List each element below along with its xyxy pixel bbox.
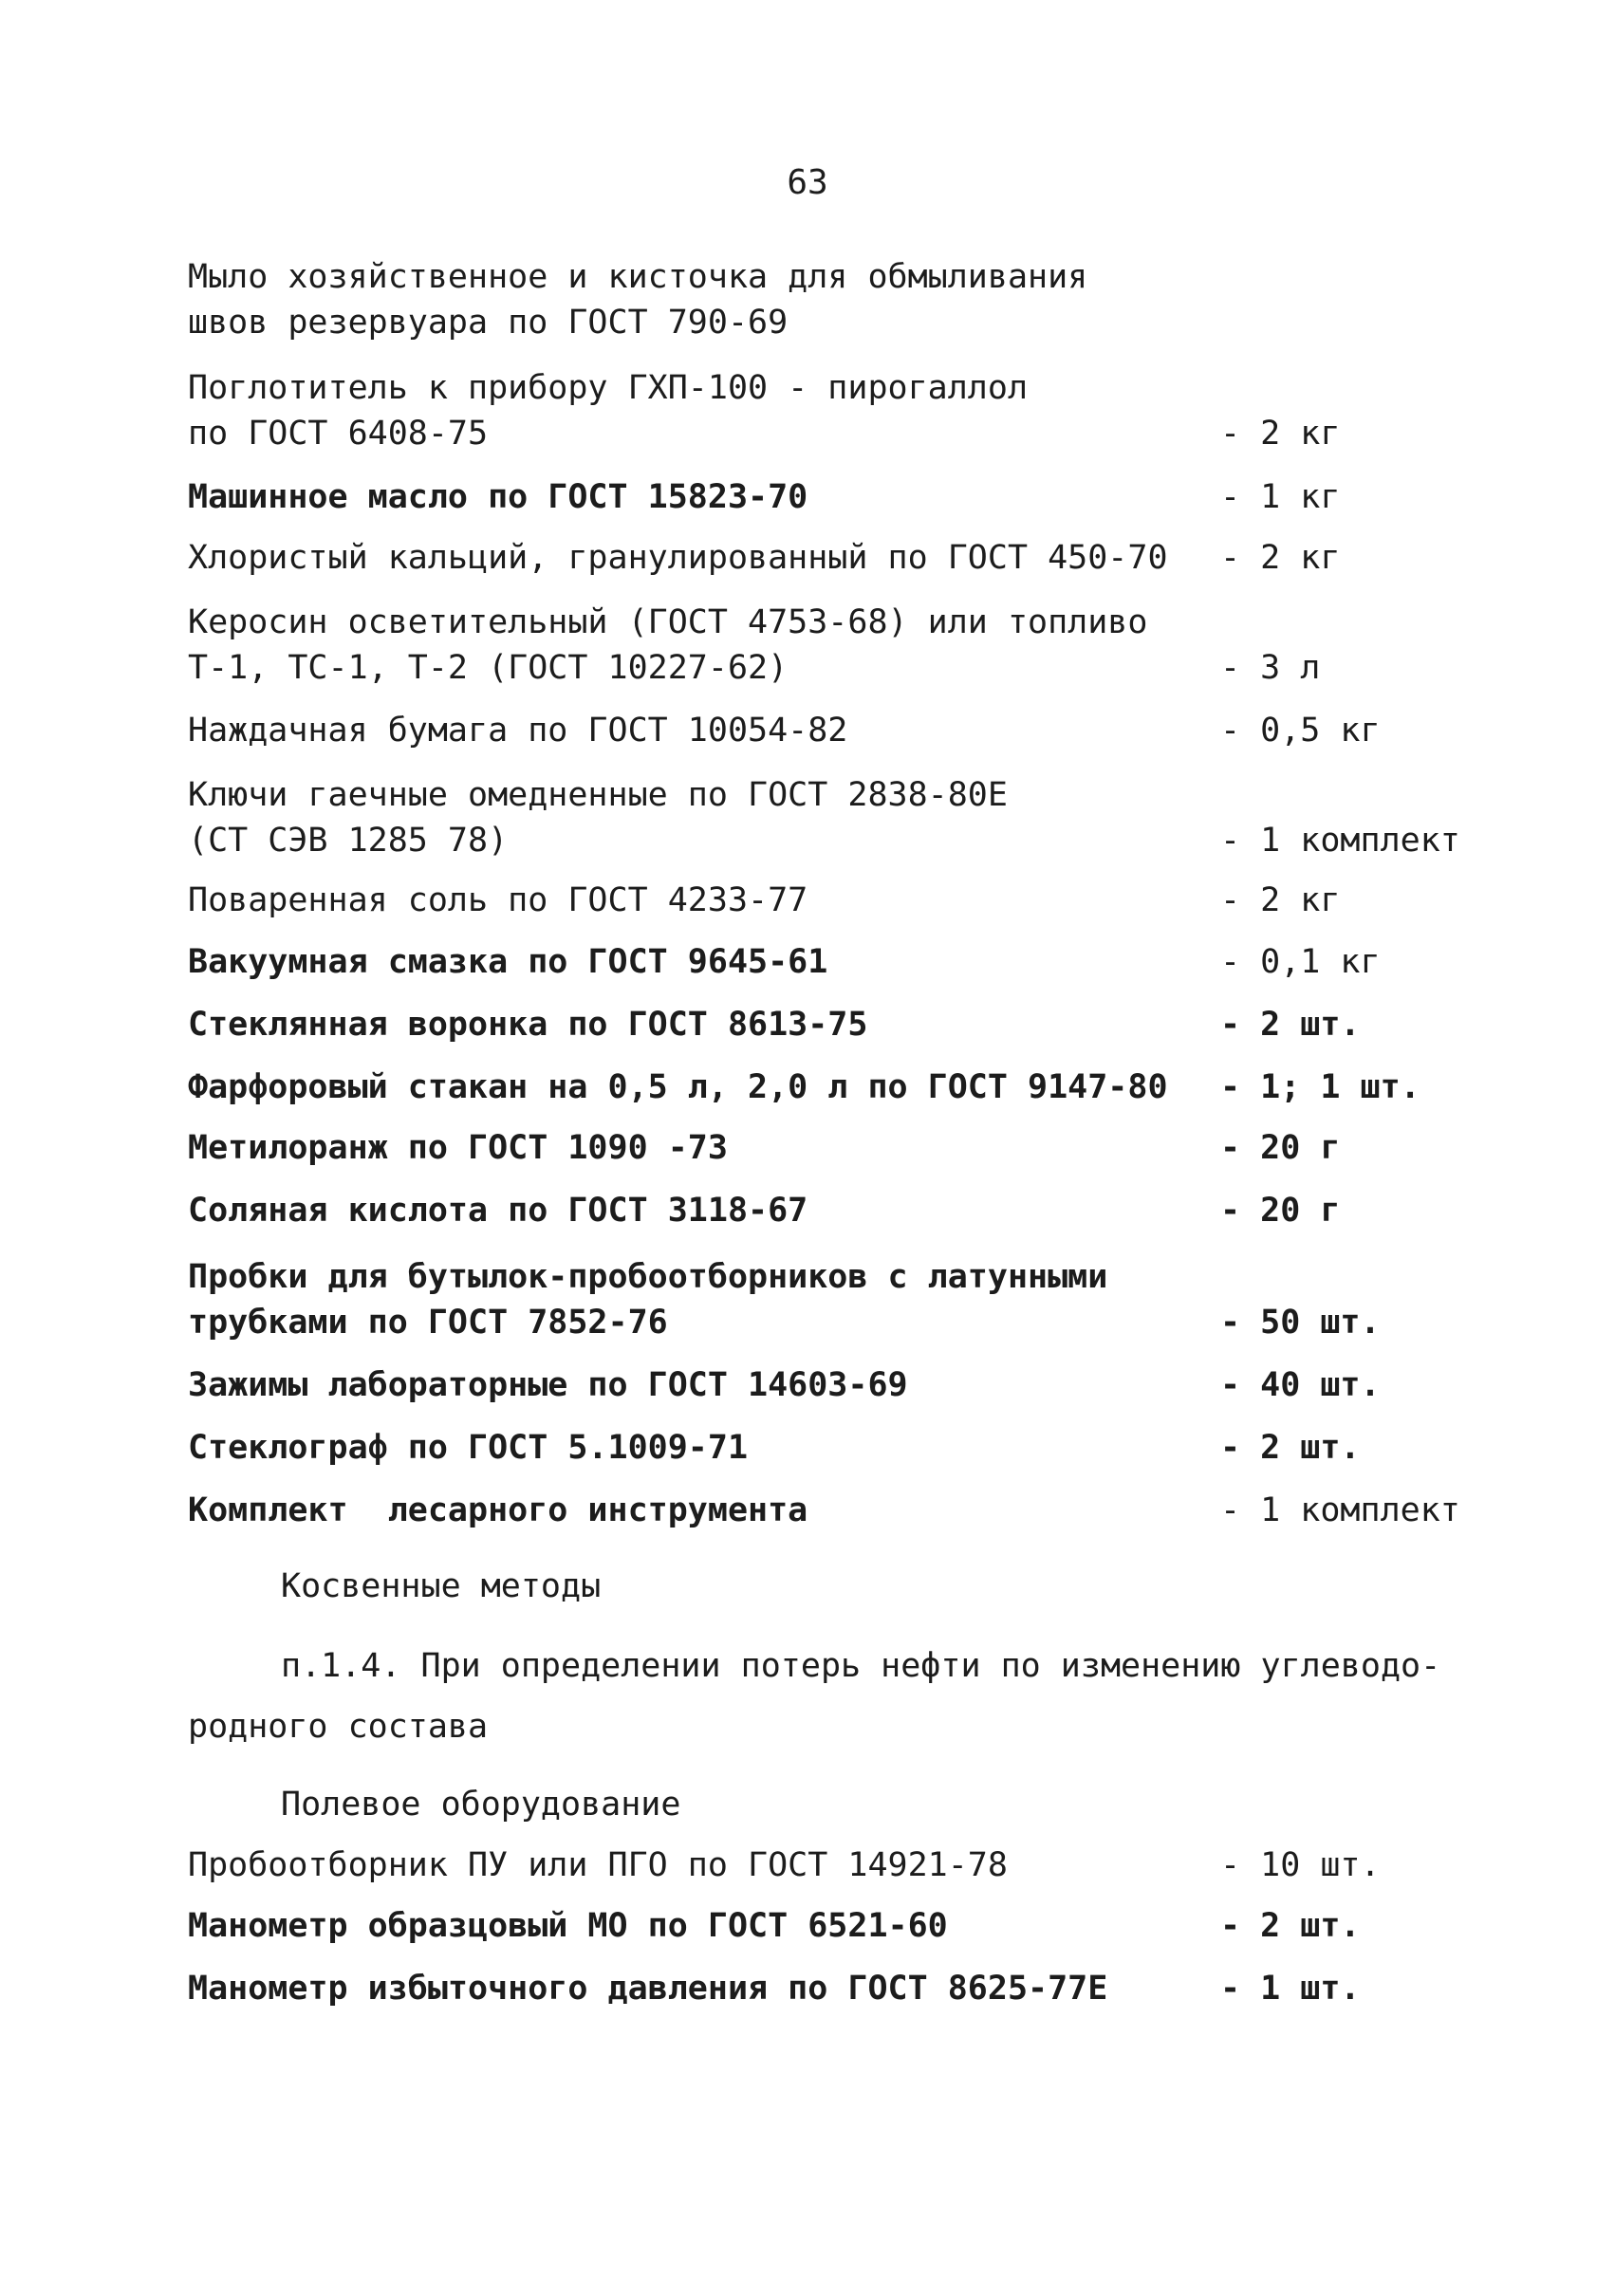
page-number: 63 [787, 163, 828, 202]
paragraph-line: п.1.4. При определении потерь нефти по изменению углеводо- [281, 1647, 1441, 1685]
item-text: (СТ СЭВ 1285 78) [188, 822, 509, 860]
item-text: Зажимы лабораторные по ГОСТ 14603-69 [188, 1366, 908, 1404]
item-quantity: - 2 кг [1220, 539, 1341, 577]
item-text: Пробоотборник ПУ или ПГО по ГОСТ 14921-78 [188, 1846, 1008, 1884]
item-text: Вакуумная смазка по ГОСТ 9645-61 [188, 943, 828, 981]
item-text: Пробки для бутылок-пробоотборников с латунными [188, 1258, 1108, 1296]
item-text: Стеклограф по ГОСТ 5.1009-71 [188, 1429, 749, 1467]
item-quantity: - 2 шт. [1220, 1907, 1361, 1945]
item-quantity: - 2 кг [1220, 415, 1341, 453]
item-quantity: - 2 шт. [1220, 1006, 1361, 1044]
item-quantity: - 10 шт. [1220, 1846, 1381, 1884]
item-quantity: - 20 г [1220, 1192, 1341, 1230]
item-text: Манометр избыточного давления по ГОСТ 8625-77Е [188, 1970, 1108, 2008]
item-text: Манометр образцовый МО по ГОСТ 6521-60 [188, 1907, 948, 1945]
item-text: трубками по ГОСТ 7852-76 [188, 1304, 668, 1342]
item-text: Поваренная соль по ГОСТ 4233-77 [188, 881, 808, 919]
section-heading: Косвенные методы [281, 1567, 602, 1605]
paragraph-line: родного состава [188, 1708, 489, 1746]
item-text: Машинное масло по ГОСТ 15823-70 [188, 478, 808, 516]
item-text: Стеклянная воронка по ГОСТ 8613-75 [188, 1006, 868, 1044]
subsection-heading: Полевое оборудование [281, 1786, 681, 1824]
item-quantity: - 0,5 кг [1220, 712, 1381, 750]
item-text: Фарфоровый стакан на 0,5 л, 2,0 л по ГОСТ 9147-80 [188, 1068, 1168, 1106]
item-text: Поглотитель к прибору ГХП-100 - пирогаллол [188, 369, 1029, 407]
item-text: Наждачная бумага по ГОСТ 10054-82 [188, 712, 848, 750]
item-text: Метилоранж по ГОСТ 1090 -73 [188, 1129, 728, 1167]
item-text: Мыло хозяйственное и кисточка для обмыливания [188, 258, 1088, 296]
item-quantity: - 2 шт. [1220, 1429, 1361, 1467]
item-text: Т-1, ТС-1, Т-2 (ГОСТ 10227-62) [188, 649, 789, 687]
item-quantity: - 1; 1 шт. [1220, 1068, 1420, 1106]
item-quantity: - 2 кг [1220, 881, 1341, 919]
item-text: по ГОСТ 6408-75 [188, 415, 489, 453]
item-quantity: - 50 шт. [1220, 1304, 1381, 1342]
item-text: Ключи гаечные омедненные по ГОСТ 2838-80Е [188, 776, 1008, 814]
item-quantity: - 3 л [1220, 649, 1321, 687]
item-quantity: - 0,1 кг [1220, 943, 1381, 981]
item-text: Комплект лесарного инструмента [188, 1491, 808, 1529]
item-text: Соляная кислота по ГОСТ 3118-67 [188, 1192, 808, 1230]
item-quantity: - 1 кг [1220, 478, 1341, 516]
item-text: Хлористый кальций, гранулированный по ГОСТ 450-70 [188, 539, 1168, 577]
item-text: швов резервуара по ГОСТ 790-69 [188, 304, 789, 342]
item-quantity: - 20 г [1220, 1129, 1341, 1167]
item-quantity: - 1 комплект [1220, 1491, 1460, 1529]
item-quantity: - 40 шт. [1220, 1366, 1381, 1404]
item-text: Керосин осветительный (ГОСТ 4753-68) или топливо [188, 603, 1148, 641]
item-quantity: - 1 шт. [1220, 1970, 1361, 2008]
item-quantity: - 1 комплект [1220, 822, 1460, 860]
